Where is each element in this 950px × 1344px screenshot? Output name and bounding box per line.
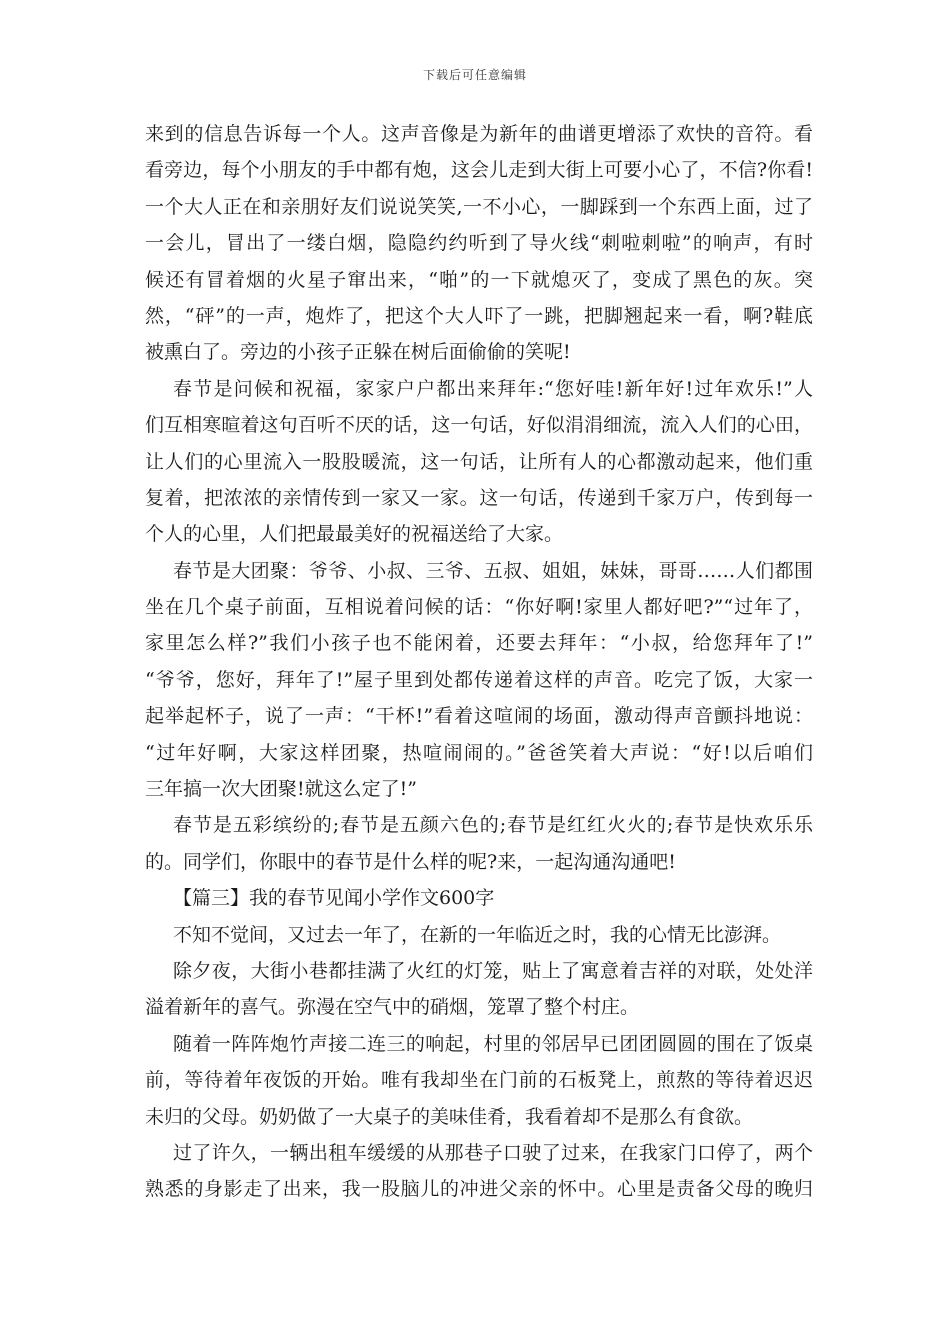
text-line: 熟悉的身影走了出来，我一股脑儿的冲进父亲的怀中。心里是责备父母的晚归 bbox=[145, 1178, 813, 1201]
text-line: “爷爷，您好，拜年了!”屋子里到处都传递着这样的声音。吃完了饭，大家一 bbox=[145, 668, 813, 691]
text-line: 起举起杯子，说了一声：“干杯!”看着这喧闹的场面，激动得声音颤抖地说： bbox=[145, 705, 813, 728]
text-line: 坐在几个桌子前面，互相说着问候的话：“你好啊!家里人都好吧?”“过年了， bbox=[145, 596, 813, 619]
text-line: 看旁边，每个小朋友的手中都有炮，这会儿走到大街上可要小心了，不信?你看! bbox=[145, 159, 813, 182]
text-line: 溢着新年的喜气。弥漫在空气中的硝烟，笼罩了整个村庄。 bbox=[145, 996, 640, 1019]
text-line: 三年搞一次大团聚!就这么定了!” bbox=[145, 778, 417, 801]
text-line: 一会儿，冒出了一缕白烟，隐隐约约听到了导火线“刺啦刺啦”的响声，有时 bbox=[145, 232, 813, 255]
document-body bbox=[145, 116, 813, 1208]
text-line: 候还有冒着烟的火星子窜出来，“啪”的一下就熄灭了，变成了黑色的灰。突 bbox=[145, 268, 813, 291]
text-line: 让人们的心里流入一股股暖流，这一句话，让所有人的心都激动起来，他们重 bbox=[145, 450, 813, 473]
text-line: 们互相寒暄着这句百听不厌的话，这一句话，好似涓涓细流，流入人们的心田， bbox=[145, 414, 813, 437]
text-line: 春节是大团聚：爷爷、小叔、三爷、五叔、姐姐，妹妹，哥哥……人们都围 bbox=[173, 559, 813, 582]
text-line: 随着一阵阵炮竹声接二连三的响起，村里的邻居早已团团圆圆的围在了饭桌 bbox=[173, 1032, 813, 1055]
text-line: 除夕夜，大街小巷都挂满了火红的灯笼，贴上了寓意着吉祥的对联，处处洋 bbox=[173, 959, 813, 982]
text-line: 一个大人正在和亲朋好友们说说笑笑,一不小心，一脚踩到一个东西上面，过了 bbox=[145, 195, 813, 218]
text-line: 【篇三】我的春节见闻小学作文600字 bbox=[173, 887, 495, 910]
text-line: 不知不觉间，又过去一年了，在新的一年临近之时，我的心情无比澎湃。 bbox=[173, 923, 782, 946]
page-header: 下载后可任意编辑 bbox=[422, 68, 527, 82]
text-line: 个人的心里，人们把最最美好的祝福送给了大家。 bbox=[145, 523, 564, 546]
text-line: 的。同学们，你眼中的春节是什么样的呢?来，一起沟通沟通吧! bbox=[145, 850, 676, 873]
text-line: 复着，把浓浓的亲情传到一家又一家。这一句话，传递到千家万户，传到每一 bbox=[145, 486, 813, 509]
text-line: 过了许久，一辆出租车缓缓的从那巷子口驶了过来，在我家门口停了，两个 bbox=[173, 1141, 813, 1164]
text-line: 春节是问候和祝福，家家户户都出来拜年:“您好哇!新年好!过年欢乐!”人 bbox=[173, 377, 813, 400]
text-line: “过年好啊，大家这样团聚，热喧闹闹的。”爸爸笑着大声说：“好!以后咱们 bbox=[145, 741, 813, 764]
text-line: 来到的信息告诉每一个人。这声音像是为新年的曲谱更增添了欢快的音符。看 bbox=[145, 123, 813, 145]
text-line: 家里怎么样?”我们小孩子也不能闲着，还要去拜年：“小叔，给您拜年了!” bbox=[145, 632, 813, 655]
text-line: 被熏白了。旁边的小孩子正躲在树后面偷偷的笑呢! bbox=[145, 341, 571, 364]
text-line: 然，“砰”的一声，炮炸了，把这个大人吓了一跳，把脚翘起来一看，啊?鞋底 bbox=[145, 304, 813, 327]
text-line: 春节是五彩缤纷的;春节是五颜六色的;春节是红红火火的;春节是快欢乐乐 bbox=[173, 814, 813, 837]
text-line: 未归的父母。奶奶做了一大桌子的美味佳肴，我看着却不是那么有食欲。 bbox=[145, 1105, 754, 1128]
text-line: 前，等待着年夜饭的开始。唯有我却坐在门前的石板凳上，煎熬的等待着迟迟 bbox=[145, 1069, 813, 1092]
